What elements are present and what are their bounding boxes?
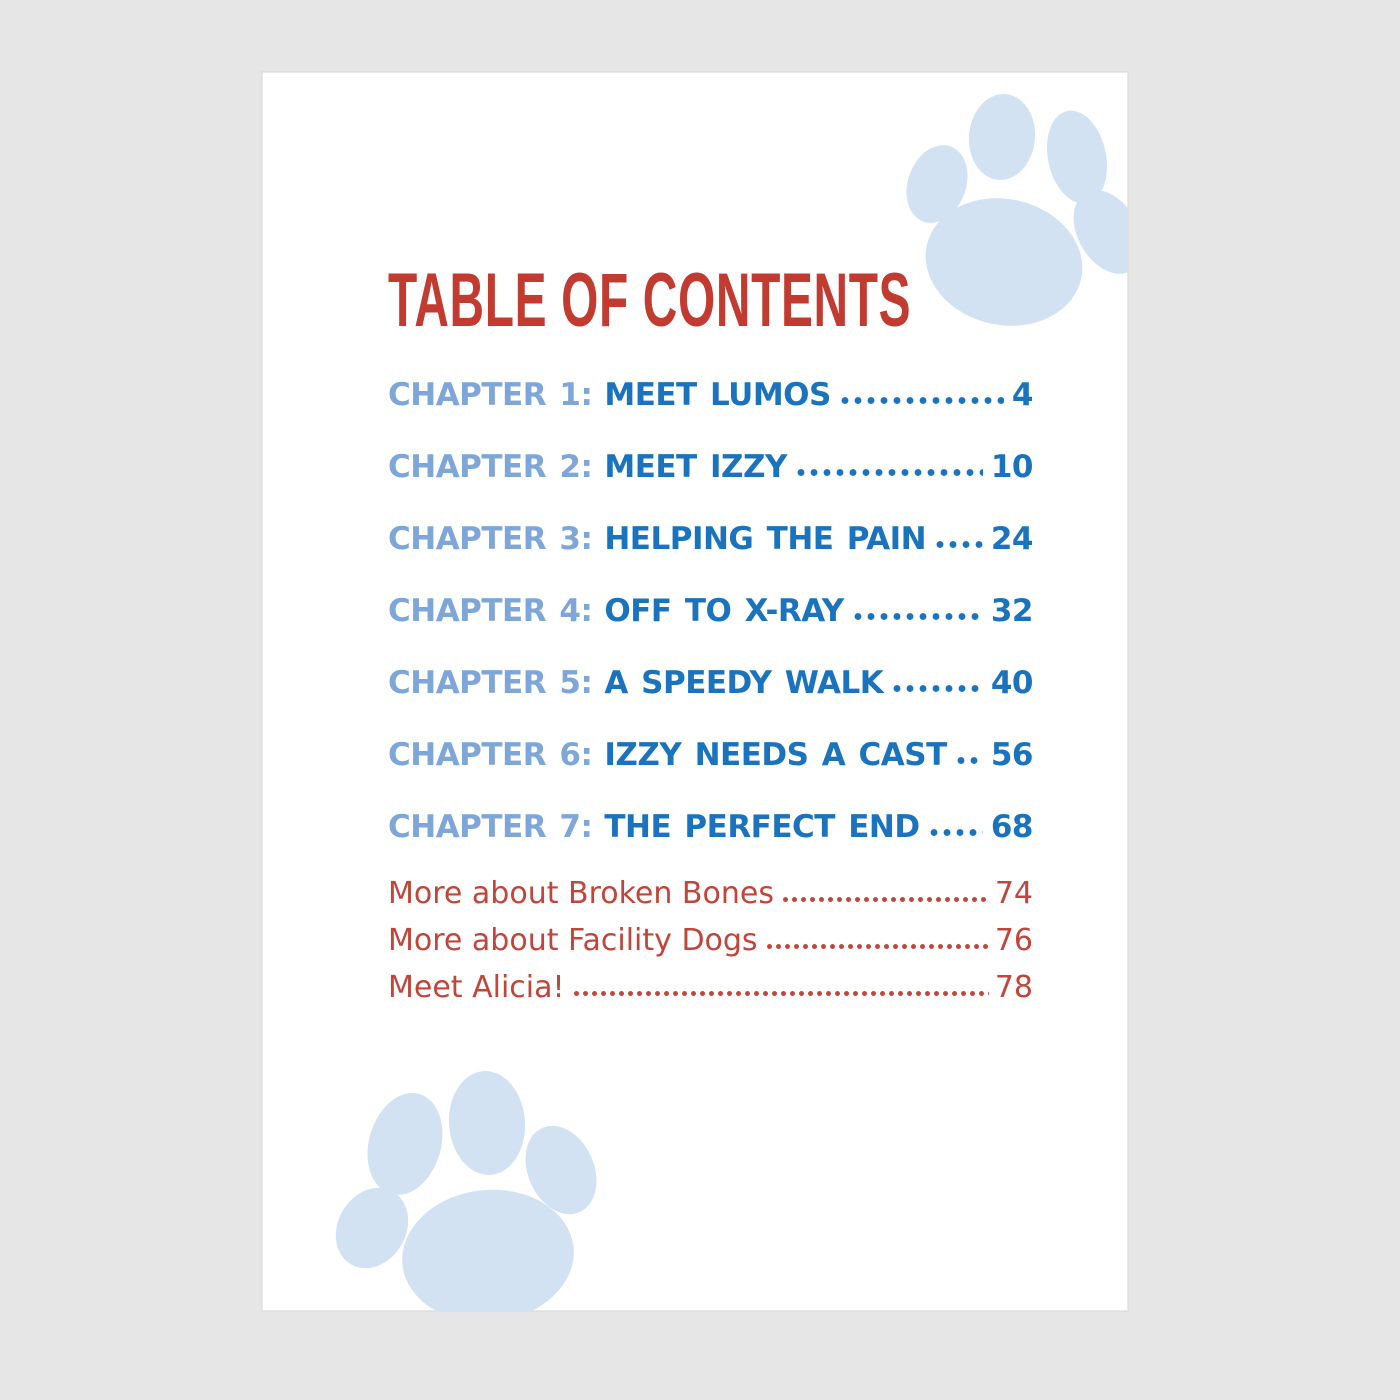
chapter-label: CHAPTER 1: — [388, 377, 593, 413]
chapter-label: CHAPTER 3: — [388, 521, 593, 557]
chapter-label: CHAPTER 2: — [388, 449, 593, 485]
dot-leader — [841, 396, 1004, 405]
toc-entry-chapter-2 — [388, 445, 1033, 489]
toc-entry-chapter-6 — [388, 733, 1033, 777]
page-number: 78 — [994, 970, 1033, 1005]
dot-leader — [767, 943, 989, 950]
toc-entry-extra-2 — [388, 923, 1033, 959]
chapter-label: CHAPTER 6: — [388, 737, 593, 773]
dot-leader — [893, 684, 983, 693]
chapter-title: HELPING THE PAIN — [604, 521, 927, 557]
extra-title: Meet Alicia! — [388, 970, 565, 1005]
page-title: TABLE OF CONTENTS — [388, 258, 912, 343]
toc-entry-chapter-5 — [388, 661, 1033, 705]
page-number: 76 — [994, 923, 1033, 958]
dot-leader — [783, 896, 989, 903]
dot-leader — [936, 540, 983, 549]
chapter-title: THE PERFECT END — [604, 809, 920, 845]
page-number: 32 — [990, 593, 1033, 629]
dot-leader — [574, 990, 989, 997]
chapter-label: CHAPTER 4: — [388, 593, 593, 629]
extra-title: More about Broken Bones — [388, 876, 774, 911]
chapter-label: CHAPTER 7: — [388, 809, 593, 845]
paw-print-icon — [328, 1064, 608, 1311]
extras-list — [388, 876, 1033, 1006]
extra-title: More about Facility Dogs — [388, 923, 758, 958]
dot-leader — [854, 612, 983, 621]
page-number: 4 — [1011, 377, 1033, 413]
page-number: 24 — [990, 521, 1033, 557]
page-number: 40 — [990, 665, 1033, 701]
page-number: 74 — [994, 876, 1033, 911]
toc-entry-extra-3 — [388, 970, 1033, 1006]
chapter-title: MEET IZZY — [604, 449, 787, 485]
chapter-list — [388, 373, 1033, 849]
paw-print-icon — [900, 78, 1128, 348]
chapter-title: OFF TO X-RAY — [604, 593, 844, 629]
toc-entry-chapter-1 — [388, 373, 1033, 417]
toc-entry-chapter-4 — [388, 589, 1033, 633]
chapter-label: CHAPTER 5: — [388, 665, 593, 701]
dot-leader — [957, 756, 983, 765]
toc-entry-chapter-7 — [388, 805, 1033, 849]
dot-leader — [930, 828, 983, 837]
toc-entry-extra-1 — [388, 876, 1033, 912]
page-number: 10 — [990, 449, 1033, 485]
dot-leader — [797, 468, 983, 477]
chapter-title: MEET LUMOS — [604, 377, 831, 413]
chapter-title: A SPEEDY WALK — [604, 665, 884, 701]
toc-entry-chapter-3 — [388, 517, 1033, 561]
page-number: 56 — [990, 737, 1033, 773]
chapter-title: IZZY NEEDS A CAST — [604, 737, 947, 773]
page-number: 68 — [990, 809, 1033, 845]
book-page — [262, 72, 1128, 1311]
